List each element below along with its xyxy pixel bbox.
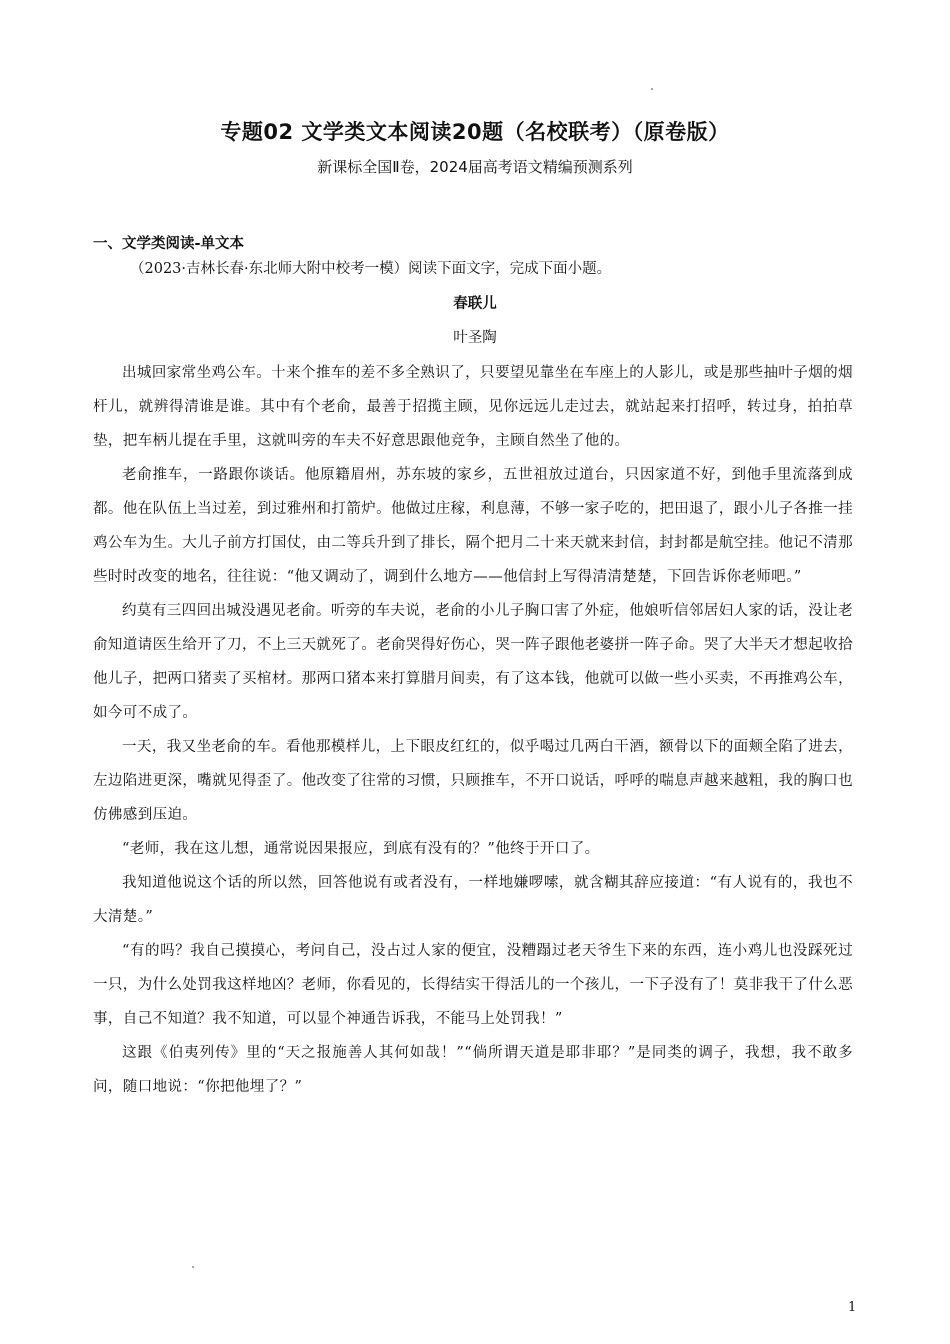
paragraph: 一天，我又坐老俞的车。看他那模样儿，上下眼皮红红的，似乎喝过几两白干酒，额骨以下的面颊全陷了进去，左边陷进更深，嘴就见得歪了。他改变了往常的习惯，只顾推车，不开口说话，呼呼的喘息声越来越粗，我的胸口也仿佛感到压迫。	[93, 739, 853, 823]
speck	[192, 1266, 194, 1268]
paragraph: “有的吗？我自己摸摸心，考问自己，没占过人家的便宜，没糟蹋过老天爷生下来的东西，连小鸡儿也没踩死过一只，为什么处罚我这样地凶？老师，你看见的，长得结实干得活儿的一个孩儿，一下子没有了！莫非我干了什么恶事，自己不知道？我不知道，可以显个神通告诉我，不能马上处罚我！”	[93, 943, 853, 1027]
paragraph: 出城回家常坐鸡公车。十来个推车的差不多全熟识了，只要望见靠坐在车座上的人影儿，或是那些抽叶子烟的烟杆儿，就辨得清谁是谁。其中有个老俞，最善于招揽主顾，见你远远儿走过去，就站起来打招呼，转过身，拍拍草垫，把车柄儿提在手里，这就叫旁的车夫不好意思跟他竞争，主顾自然坐了他的。	[93, 365, 853, 449]
document-subtitle: 新课标全国Ⅱ卷，2024届高考语文精编预测系列	[317, 158, 633, 176]
article-author: 叶圣陶	[453, 330, 497, 346]
article-title: 春联儿	[453, 295, 497, 312]
page-number: 1	[848, 1300, 857, 1315]
speck	[651, 88, 653, 90]
article-body	[93, 356, 853, 1104]
paragraph: 我知道他说这个话的所以然，回答他说有或者没有，一样地嫌啰嗦，就含糊其辞应接道：“有人说有的，我也不大清楚。”	[93, 875, 853, 925]
paragraph: 老俞推车，一路跟你谈话。他原籍眉州，苏东坡的家乡，五世祖放过道台，只因家道不好，到他手里流落到成都。他在队伍上当过差，到过雅州和打箭炉。他做过庄稼，利息薄，不够一家子吃的，把田退了，跟小儿子各推一挂鸡公车为生。大儿子前方打国仗，由二等兵升到了排长，隔个把月二十来天就来封信，封封都是航空挂。他记不清那些时时改变的地名，往往说：“他又调动了，调到什么地方——他信封上写得清清楚楚，下回告诉你老师吧。”	[93, 467, 853, 585]
paragraph: 约莫有三四回出城没遇见老俞。听旁的车夫说，老俞的小儿子胸口害了外症，他娘听信邻居妇人家的话，没让老俞知道请医生给开了刀，不上三天就死了。老俞哭得好伤心，哭一阵子跟他老婆拼一阵子命。哭了大半天才想起收拾他儿子，把两口猪卖了买棺材。那两口猪本来打算腊月间卖，有了这本钱，他就可以做一些小买卖，不再推鸡公车，如今可不成了。	[93, 603, 853, 721]
document-title: 专题02 文学类文本阅读20题（名校联考）（原卷版）	[220, 120, 730, 144]
paragraph: 这跟《伯夷列传》里的“天之报施善人其何如哉！”“倘所谓天道是耶非耶？”是同类的调子，我想，我不敢多问，随口地说：“你把他埋了？”	[93, 1045, 853, 1095]
paragraph: “老师，我在这儿想，通常说因果报应，到底有没有的？”他终于开口了。	[122, 841, 600, 857]
question-intro: （2023·吉林长春·东北师大附中校考一模）阅读下面文字，完成下面小题。	[130, 261, 612, 277]
section-heading: 一、文学类阅读-单文本	[93, 236, 245, 252]
